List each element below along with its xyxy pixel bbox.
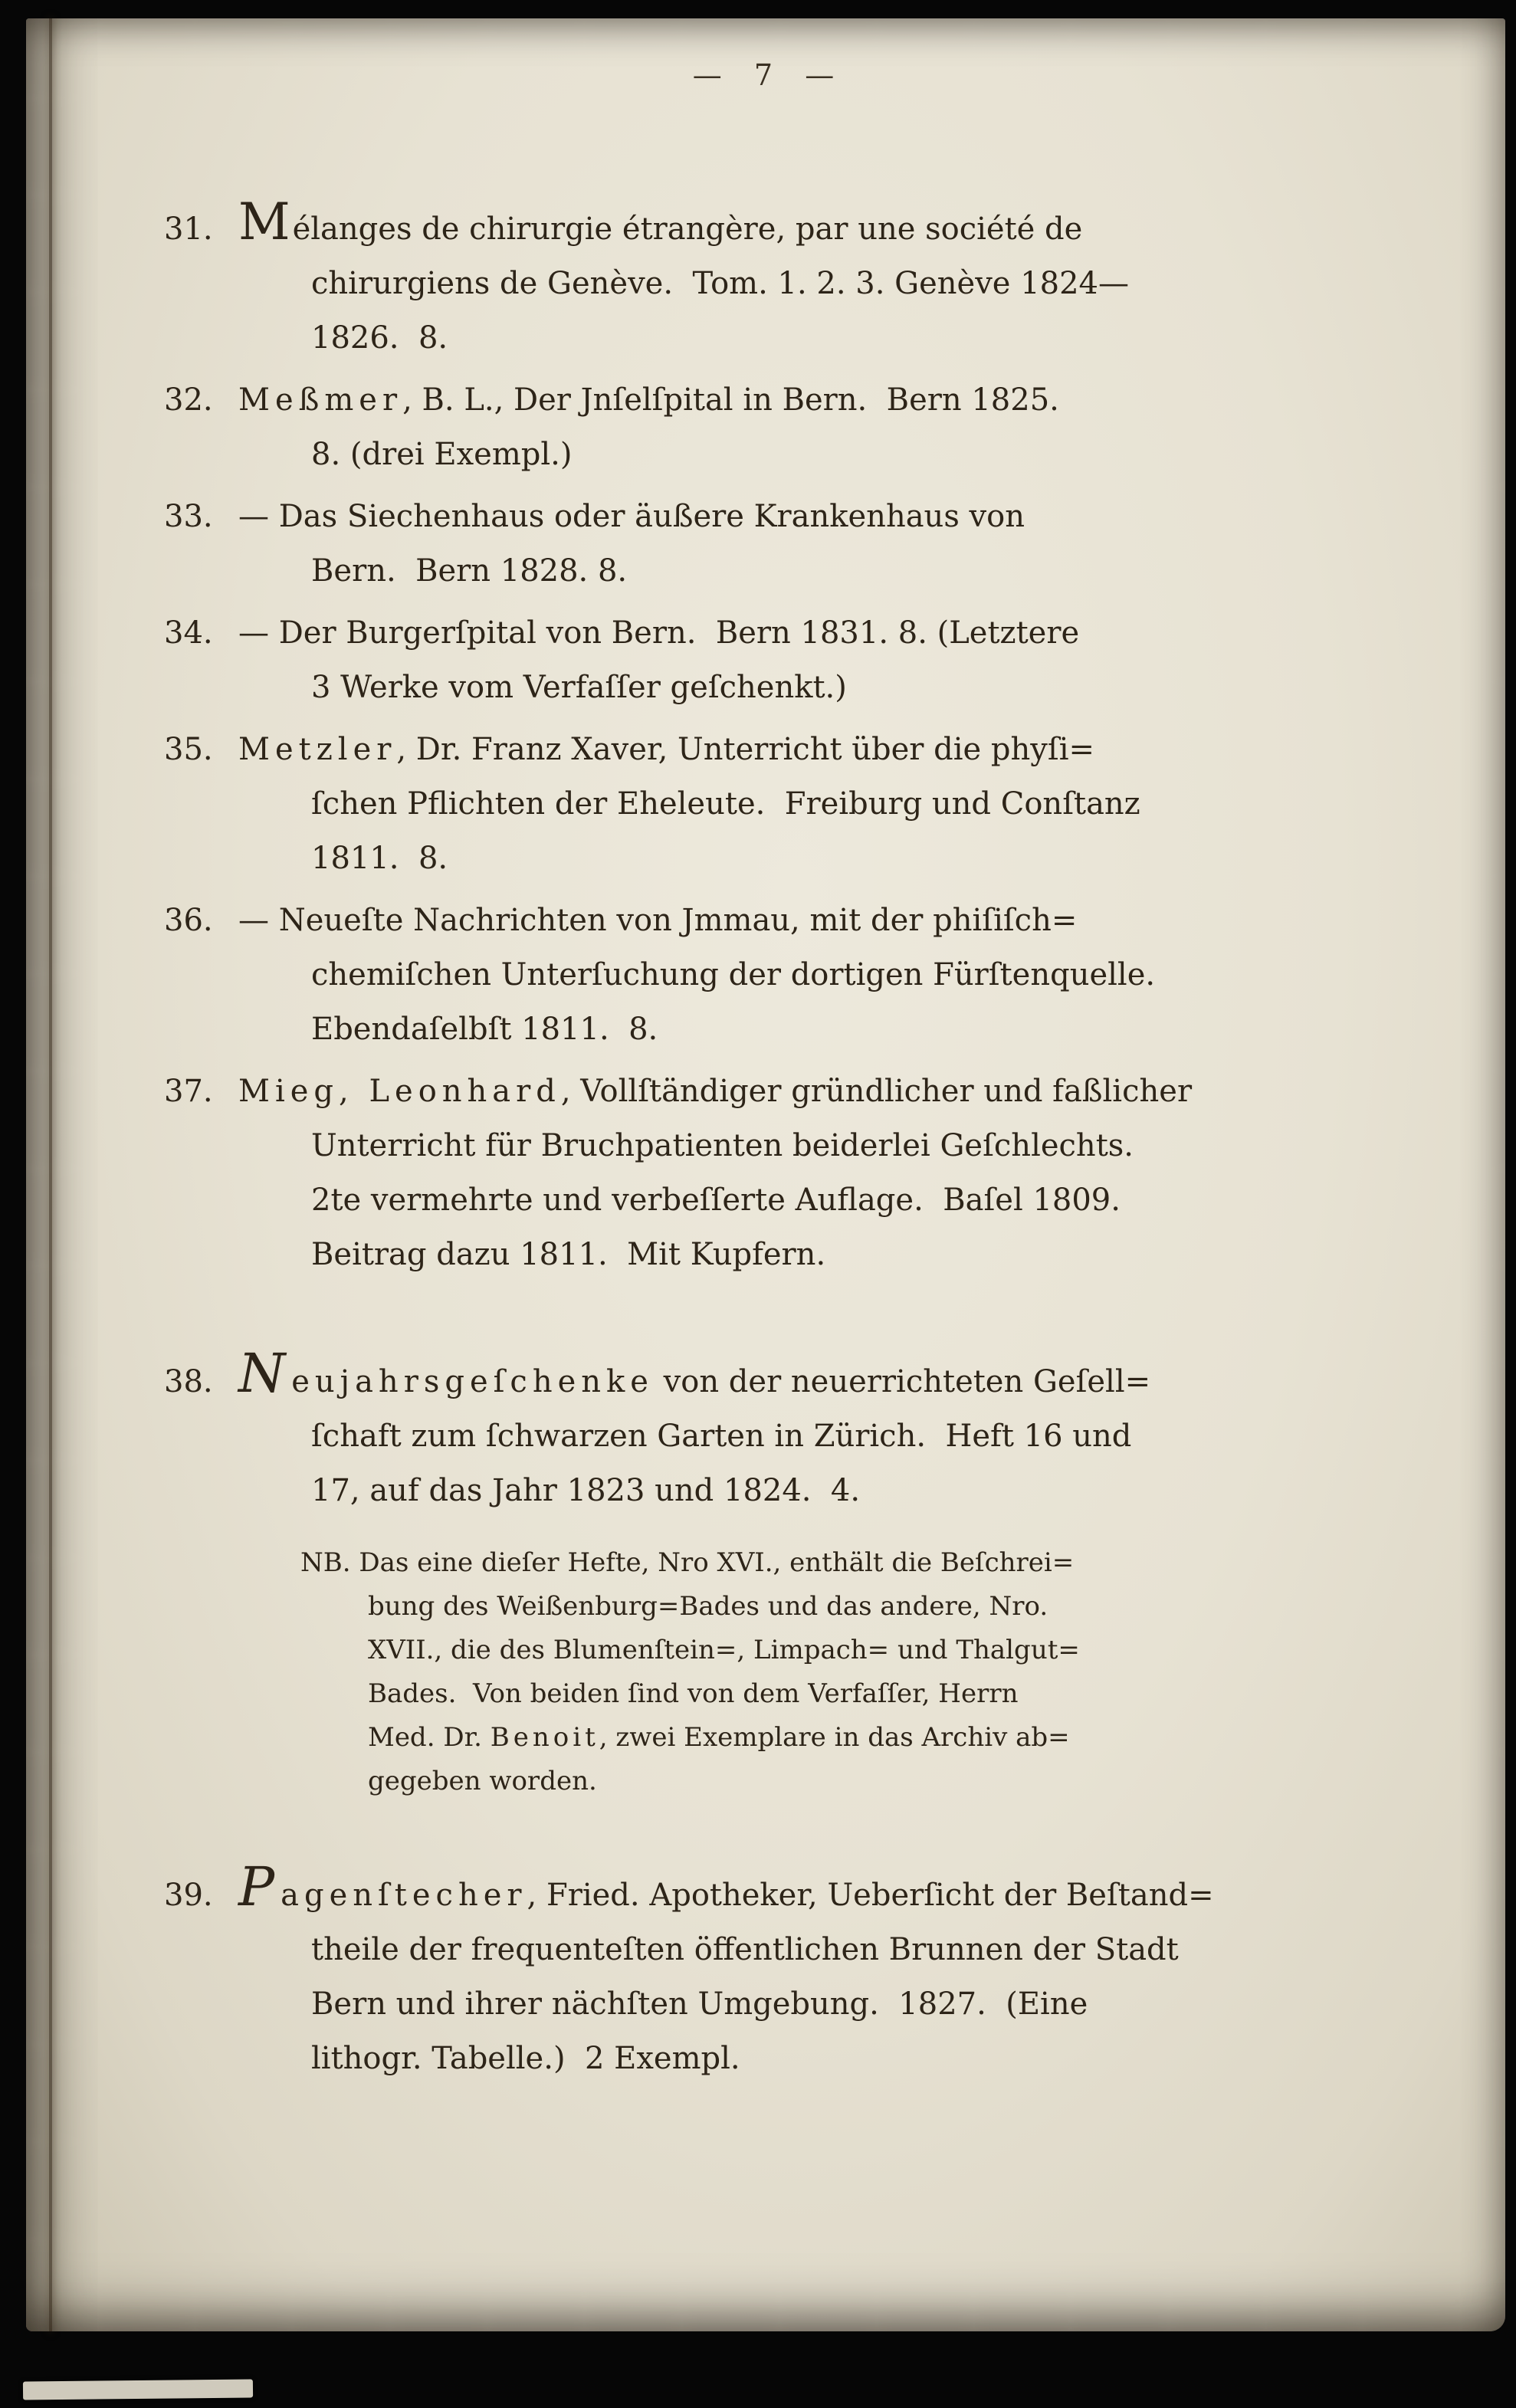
- text-segment: chirurgiens de Genève. Tom. 1. 2. 3. Genève 1824—: [311, 266, 1129, 301]
- text-segment: von der neuerrichteten Geſell=: [653, 1364, 1151, 1399]
- text-segment: 17, auf das Jahr 1823 und 1824. 4.: [311, 1473, 861, 1508]
- text-segment: NB. Das eine dieſer Hefte, Nro XVI., enthält die Beſchrei=: [300, 1547, 1075, 1578]
- text-segment: theile der frequenteſten öffentlichen Brunnen der Stadt: [311, 1932, 1179, 1967]
- catalog-entry: [164, 1065, 1314, 1282]
- text-segment: M: [238, 192, 290, 251]
- text-segment: gegeben worden.: [368, 1766, 597, 1796]
- entry-line: [238, 1119, 1314, 1173]
- text-segment: — Neueſte Nachrichten von Jmmau, mit der phiſiſch=: [238, 903, 1078, 938]
- entry-number: 38.: [164, 1364, 213, 1399]
- catalog-entry: [164, 192, 1314, 366]
- entry-line: [238, 606, 1314, 661]
- note-block: [164, 1541, 1314, 1803]
- entry-line: [238, 1760, 1314, 1803]
- entry-number: 39.: [164, 1878, 213, 1913]
- adjacent-page-edge: [23, 2379, 253, 2400]
- entry-line: [238, 1977, 1314, 2032]
- entry-body: [238, 1342, 1314, 1518]
- entry-number: 31.: [164, 212, 213, 247]
- entry-line: [238, 832, 1314, 886]
- entry-number: 33.: [164, 499, 213, 534]
- entry-line: [238, 428, 1314, 482]
- entry-line: [238, 1173, 1314, 1228]
- entry-body: [238, 192, 1314, 366]
- text-segment: Bades. Von beiden ſind von dem Verfaſſer, Herrn: [368, 1678, 1019, 1709]
- catalog-entry: [164, 894, 1314, 1057]
- entry-line: [238, 192, 1314, 257]
- entry-line: [238, 2032, 1314, 2086]
- text-segment: Bern und ihrer nächſten Umgebung. 1827. (Eine: [311, 1986, 1088, 2022]
- text-segment: ſchen Pflichten der Eheleute. Freiburg und Conſtanz: [311, 786, 1140, 822]
- entry-line: [238, 1629, 1314, 1672]
- text-segment: agenſtecher: [281, 1878, 527, 1913]
- entry-line: [238, 723, 1314, 777]
- text-segment: , Dr. Franz Xaver, Unterricht über die phyſi=: [396, 732, 1094, 767]
- entry-body: [238, 723, 1314, 886]
- entry-body: [238, 1541, 1314, 1803]
- entry-line: [238, 1409, 1314, 1464]
- text-segment: Unterricht für Bruchpatienten beiderlei Geſchlechts.: [311, 1128, 1134, 1163]
- catalog-entry: [164, 1342, 1314, 1518]
- entry-number: 34.: [164, 615, 213, 651]
- catalog-entry: [164, 490, 1314, 599]
- catalog-entry: [164, 1855, 1314, 2086]
- text-segment: 8. (drei Exempl.): [311, 437, 573, 472]
- entry-number: 37.: [164, 1074, 213, 1109]
- text-segment: Meßmer: [238, 382, 403, 418]
- text-segment: Med. Dr.: [368, 1722, 491, 1753]
- text-segment: , Vollſtändiger gründlicher und faßlicher: [560, 1074, 1193, 1109]
- entry-body: [238, 894, 1314, 1057]
- entry-number: 32.: [164, 382, 213, 418]
- book-page: [26, 18, 1505, 2331]
- text-segment: lithogr. Tabelle.) 2 Exempl.: [311, 2041, 740, 2076]
- entry-line: [238, 1464, 1314, 1518]
- entry-body: [238, 490, 1314, 599]
- text-segment: XVII., die des Blumenſtein=, Limpach= und Thalgut=: [368, 1635, 1080, 1665]
- text-segment: Mieg, Leonhard: [238, 1074, 561, 1109]
- text-segment: N: [238, 1342, 286, 1405]
- entry-body: [238, 606, 1314, 715]
- catalog-entry: [164, 373, 1314, 482]
- text-segment: Metzler: [238, 732, 397, 767]
- text-segment: — Das Siechenhaus oder äußere Krankenhaus von: [238, 499, 1025, 534]
- text-segment: chemiſchen Unterſuchung der dortigen Fürſtenquelle.: [311, 957, 1156, 992]
- text-segment: Ebendaſelbſt 1811. 8.: [311, 1012, 658, 1047]
- spine-shadow: [49, 18, 52, 2331]
- entry-number: 36.: [164, 903, 213, 938]
- entry-line: [238, 948, 1314, 1002]
- entry-line: [238, 257, 1314, 311]
- entry-line: [238, 777, 1314, 832]
- text-segment: 3 Werke vom Verfaſſer geſchenkt.): [311, 670, 847, 705]
- entry-line: [238, 490, 1314, 544]
- text-segment: eujahrsgeſchenke: [291, 1364, 654, 1399]
- text-segment: Beitrag dazu 1811. Mit Kupfern.: [311, 1237, 826, 1272]
- text-segment: 1826. 8.: [311, 320, 448, 356]
- entry-number: [164, 1541, 238, 1803]
- entry-line: [238, 1672, 1314, 1716]
- text-segment: 2te vermehrte und verbeſſerte Auflage. Baſel 1809.: [311, 1183, 1121, 1218]
- text-segment: , Fried. Apotheker, Ueberſicht der Beſtand=: [527, 1878, 1214, 1913]
- entry-line: [238, 544, 1314, 599]
- entry-body: [238, 1065, 1314, 1282]
- entry-number: 35.: [164, 732, 213, 767]
- text-segment: — Der Burgerſpital von Bern. Bern 1831. 8. (Letztere: [238, 615, 1080, 651]
- text-segment: élanges de chirurgie étrangère, par une société de: [292, 212, 1083, 247]
- text-segment: Benoit: [490, 1722, 599, 1753]
- entry-line: [238, 1342, 1314, 1409]
- text-segment: 1811. 8.: [311, 841, 448, 876]
- entry-body: [238, 1855, 1314, 2086]
- entry-list: [164, 192, 1314, 2094]
- page-number: — 7 —: [692, 58, 839, 92]
- entry-line: [238, 1065, 1314, 1119]
- text-segment: , zwei Exemplare in das Archiv ab=: [599, 1722, 1070, 1753]
- entry-line: [238, 311, 1314, 366]
- entry-line: [238, 1228, 1314, 1282]
- entry-line: [238, 1923, 1314, 1977]
- entry-line: [238, 894, 1314, 948]
- text-segment: , B. L., Der Jnſelſpital in Bern. Bern 1825.: [402, 382, 1059, 418]
- entry-line: [238, 661, 1314, 715]
- catalog-entry: [164, 723, 1314, 886]
- entry-line: [238, 1585, 1314, 1629]
- text-segment: Bern. Bern 1828. 8.: [311, 553, 628, 589]
- text-segment: bung des Weißenburg=Bades und das andere, Nro.: [368, 1591, 1048, 1622]
- text-segment: ſchaft zum ſchwarzen Garten in Zürich. Heft 16 und: [311, 1419, 1132, 1454]
- entry-line: [238, 1855, 1314, 1923]
- entry-line: [238, 373, 1314, 428]
- entry-body: [238, 373, 1314, 482]
- entry-line: [238, 1716, 1314, 1760]
- text-segment: P: [238, 1855, 275, 1918]
- catalog-entry: [164, 606, 1314, 715]
- entry-line: [238, 1541, 1314, 1585]
- entry-line: [238, 1002, 1314, 1057]
